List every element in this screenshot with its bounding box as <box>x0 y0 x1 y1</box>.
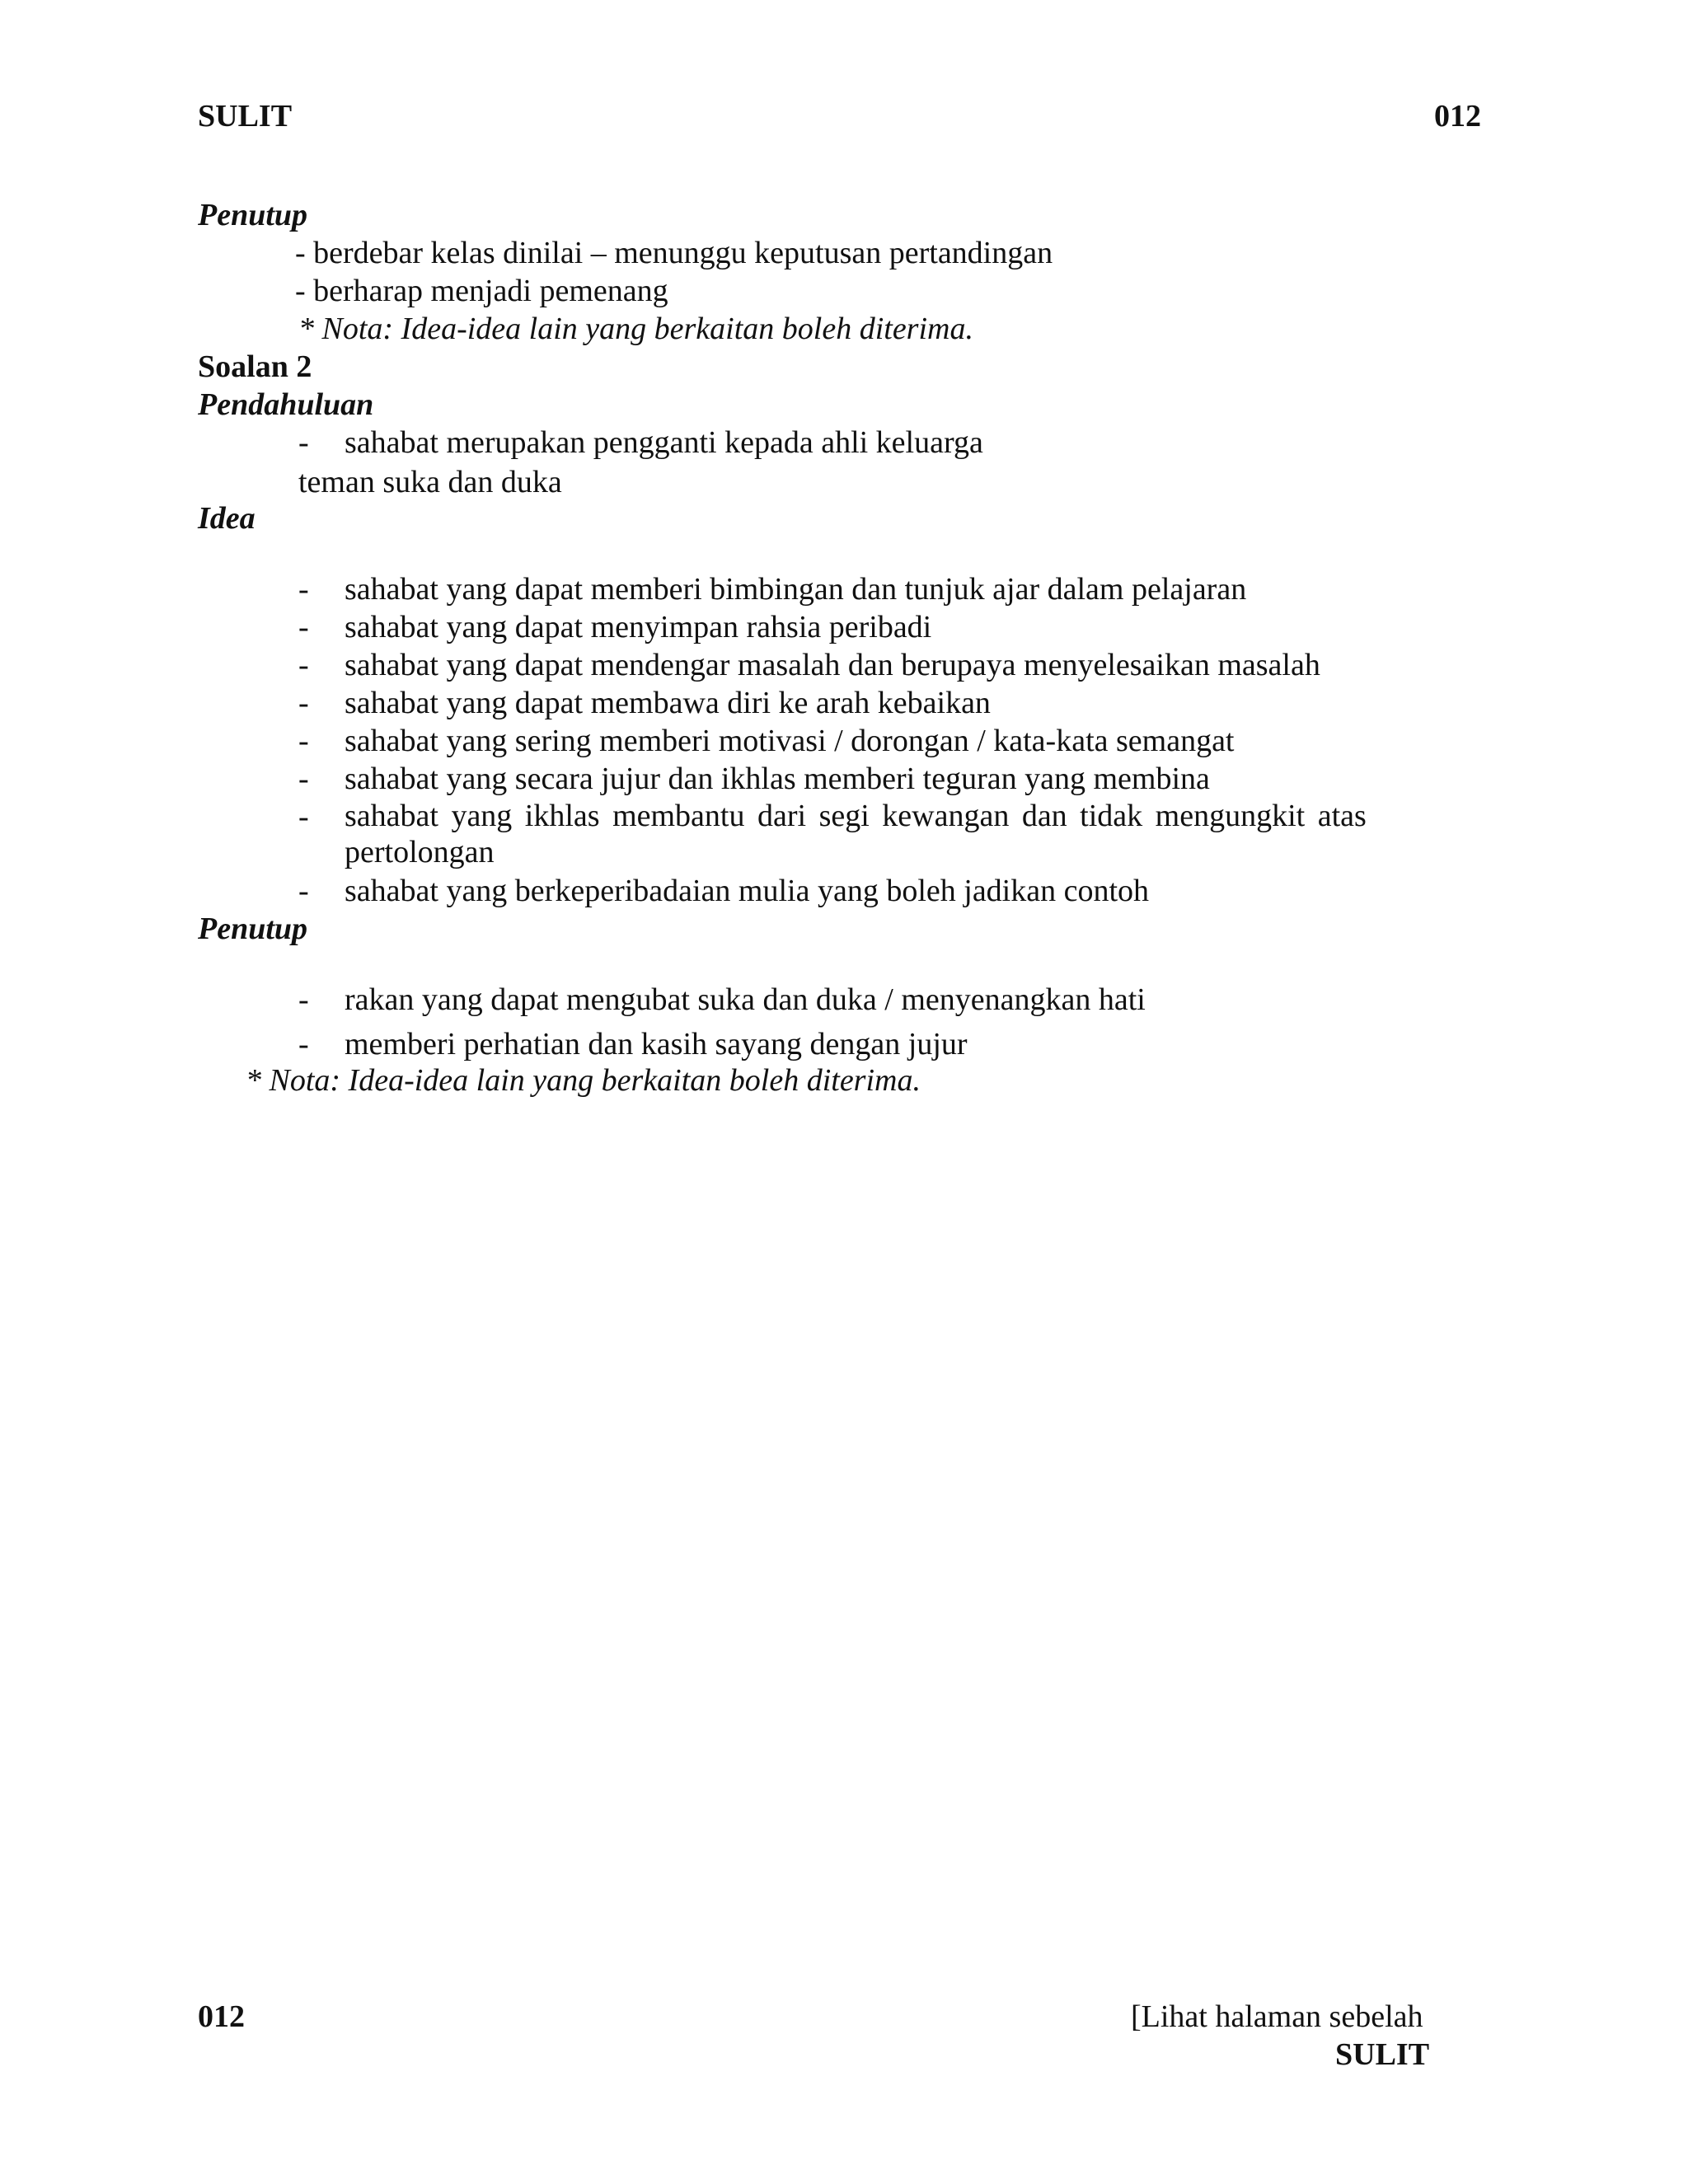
header-classification: SULIT <box>198 99 293 134</box>
intro-line-1: sahabat merupakan pengganti kepada ahli keluarga <box>345 425 983 460</box>
idea-item-1: sahabat yang dapat memberi bimbingan dan tunjuk ajar dalam pelajaran <box>345 572 1247 607</box>
closing-item-2: memberi perhatian dan kasih sayang dengan jujur <box>345 1027 968 1062</box>
closing-item-1-dash: - <box>298 982 309 1017</box>
idea-item-4-dash: - <box>298 686 309 720</box>
question2-closing-heading: Penutup <box>198 912 308 946</box>
idea-item-6: sahabat yang secara jujur dan ikhlas memberi teguran yang membina <box>345 762 1210 796</box>
closing-item-1: rakan yang dapat mengubat suka dan duka / menyenangkan hati <box>345 982 1146 1017</box>
idea-item-7-dash: - <box>298 799 309 834</box>
idea-item-8: sahabat yang berkeperibadaian mulia yang boleh jadikan contoh <box>345 874 1150 908</box>
idea-item-5: sahabat yang sering memberi motivasi / dorongan / kata-kata semangat <box>345 724 1235 758</box>
idea-item-7: sahabat yang ikhlas membantu dari segi kewangan dan tidak mengungkit atas pertolongan <box>345 799 1367 869</box>
section1-closing-line-1: - berdebar kelas dinilai – menunggu keputusan pertandingan <box>295 236 1053 270</box>
section1-closing-line-2: - berharap menjadi pemenang <box>295 274 668 308</box>
closing-item-2-dash: - <box>298 1027 309 1062</box>
idea-item-4: sahabat yang dapat membawa diri ke arah kebaikan <box>345 686 991 720</box>
idea-item-8-dash: - <box>298 874 309 908</box>
idea-heading: Idea <box>198 501 256 536</box>
footer-see-next-page: [Lihat halaman sebelah <box>1131 1999 1423 2034</box>
idea-item-2: sahabat yang dapat menyimpan rahsia peribadi <box>345 610 932 644</box>
intro-dash: - <box>298 425 309 460</box>
header-paper-code: 012 <box>1434 99 1481 134</box>
intro-line-2: teman suka dan duka <box>298 465 562 499</box>
idea-item-1-dash: - <box>298 572 309 607</box>
section1-note: * Nota: Idea-idea lain yang berkaitan boleh diterima. <box>298 312 973 346</box>
question2-title: Soalan 2 <box>198 349 312 384</box>
idea-item-3-dash: - <box>298 648 309 682</box>
question2-note: * Nota: Idea-idea lain yang berkaitan boleh diterima. <box>246 1063 921 1098</box>
idea-item-3: sahabat yang dapat mendengar masalah dan berupaya menyelesaikan masalah <box>345 648 1320 682</box>
idea-item-2-dash: - <box>298 610 309 644</box>
footer-classification: SULIT <box>1335 2037 1430 2072</box>
idea-item-6-dash: - <box>298 762 309 796</box>
idea-item-5-dash: - <box>298 724 309 758</box>
question2-intro-heading: Pendahuluan <box>198 387 374 422</box>
footer-paper-code: 012 <box>198 1999 245 2034</box>
section1-closing-heading: Penutup <box>198 198 308 232</box>
